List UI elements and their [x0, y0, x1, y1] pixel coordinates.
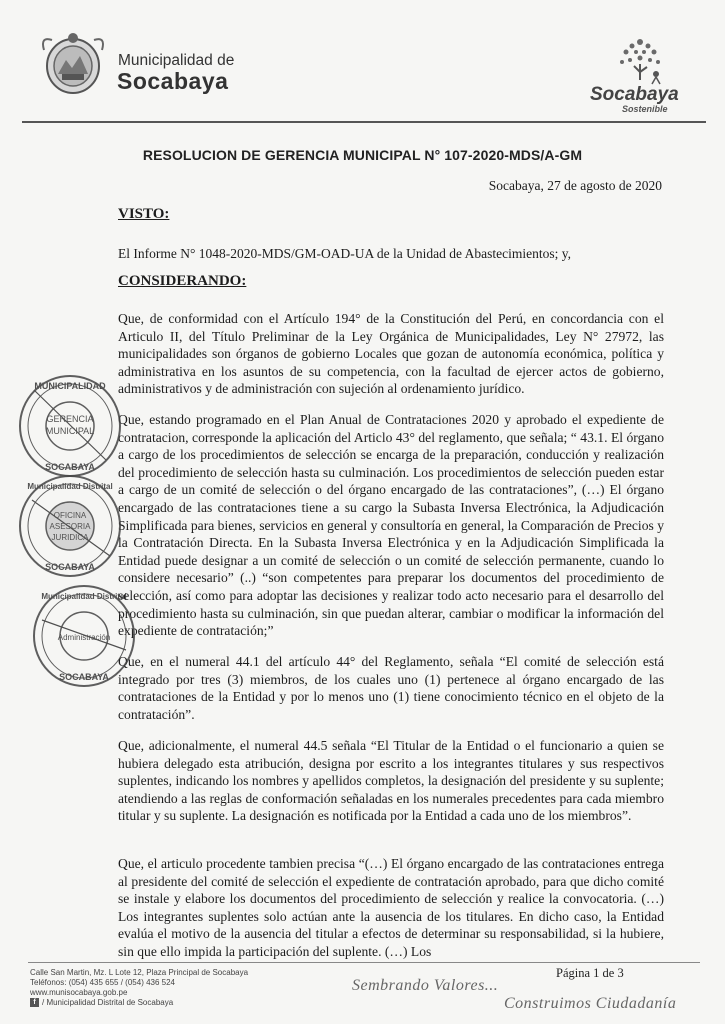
svg-text:Municipalidad Distrital: Municipalidad Distrital: [27, 482, 113, 491]
svg-text:Administración: Administración: [57, 633, 111, 642]
considerando-heading: CONSIDERANDO:: [118, 273, 247, 289]
administracion-stamp: [28, 580, 140, 692]
svg-text:GERENCIA: GERENCIA: [46, 414, 94, 424]
footer-slogan-1: Sembrando Valores...: [352, 977, 499, 994]
document-title: RESOLUCION DE GERENCIA MUNICIPAL N° 107-2020-MDS/A-GM: [142, 147, 583, 163]
page-number: Página 1 de 3: [556, 966, 624, 980]
footer-divider: [28, 962, 700, 963]
svg-text:MUNICIPALIDAD: MUNICIPALIDAD: [34, 381, 106, 391]
svg-text:SOCABAYA: SOCABAYA: [59, 672, 109, 682]
svg-text:SOCABAYA: SOCABAYA: [45, 562, 95, 572]
footer-address: Calle San Martin, Mz. L Lote 12, Plaza Principal de Socabaya: [30, 968, 249, 977]
gerencia-municipal-stamp: [14, 370, 126, 482]
brand-name: Socabaya: [590, 84, 679, 105]
footer-slogan-2: Construimos Ciudadanía: [504, 995, 677, 1012]
brand-tagline: Sostenible: [622, 104, 668, 114]
document-date: Socabaya, 27 de agosto de 2020: [488, 178, 662, 193]
paragraph: Que, de conformidad con el Artículo 194° de la Constitución del Perú, en concordancia con el Articulo II, del Título Preliminar de la Ley Orgánica de Municipalidades, Ley N° 27972, las municipalidades son órganos de gobierno Locales que gozan de autonomía económica, política y administrativa en los asuntos de su competencia, con la facultad de ejercer actos de gobierno, administrativos y de administración con sujeción al ordenamiento jurídico.: [118, 311, 664, 397]
paragraph: Que, estando programado en el Plan Anual de Contrataciones 2020 y aprobado el expediente de contratacion, corresponde la aplicación del Articlo 43° del reglamento, que señala; “ 43.1. El órgano a cargo de los procedimientos de selección se encarga de la preparación, conducción y realización del procedimiento de selección hasta su culminación. Los procedimientos de selección pueden estar a cargo de un comité de selección o del órgano encargado de las contrataciones”, (…) El órgano encargado de las contrataciones tiene a su cargo la Subasta Inversa Electrónica, la Adjudicación Simplificada para bienes, servicios en general y consultoría en general, la Comparación de Precios y la Contratación Directa. En la Subasta Inversa Electrónica y en la Adjudicación Simplificada la Entidad puede designar a un comité de selección o un comité de selección permanente, cuando lo considere necesario” (..) “son competentes para preparar los documentos del procedimiento de selección, así como para adoptar las decisiones y realizar todo acto necesario para el desarrollo del procedimiento hasta su culminación, sin que puedan alterar, cambiar o modificar la información del expediente de contratación;”: [118, 412, 664, 639]
footer-phones: Teléfonos: (054) 435 655 / (054) 436 524: [30, 978, 175, 987]
org-name-large: Socabaya: [117, 68, 229, 94]
footer-facebook[interactable]: [30, 998, 173, 1007]
municipal-crest-logo: [38, 30, 108, 100]
header-divider: [22, 121, 706, 123]
svg-text:MUNICIPAL: MUNICIPAL: [45, 426, 95, 436]
visto-text: El Informe N° 1048-2020-MDS/GM-OAD-UA de la Unidad de Abastecimientos; y,: [118, 246, 571, 261]
footer-website-link[interactable]: www.munisocabaya.gob.pe: [30, 988, 128, 997]
asesoria-juridica-stamp: [14, 470, 126, 582]
svg-text:ASESORIA: ASESORIA: [49, 522, 91, 531]
facebook-icon: f: [30, 998, 39, 1007]
paragraph: Que, adicionalmente, el numeral 44.5 señala “El Titular de la Entidad o el funcionario a quien se hubiera delegado esta atribución, designa por escrito a los integrantes titulares y sus respectivos suplentes, indicando los nombres y apellidos completos, la designación del presidente y su suplente; atendiendo a las reglas de conformación señaladas en los numerales precedentes para cada miembro titular y su suplente. La designación es notificada por la Entidad a cada uno de los miembros”.: [118, 738, 664, 824]
visto-heading: VISTO:: [118, 206, 170, 222]
svg-text:JURIDICA: JURIDICA: [51, 533, 89, 542]
svg-text:Municipalidad Distrital: Municipalidad Distrital: [41, 592, 127, 601]
org-name-small: Municipalidad de: [118, 52, 235, 69]
footer-facebook-label: / Municipalidad Distrital de Socabaya: [42, 998, 174, 1007]
svg-text:OFICINA: OFICINA: [53, 511, 87, 520]
svg-text:SOCABAYA: SOCABAYA: [45, 462, 95, 472]
paragraph: Que, en el numeral 44.1 del artículo 44° del Reglamento, señala “El comité de selección está integrado por tres (3) miembros, de los cuales uno (1) pertenece al órgano encargado de las contrataciones de la Entidad y por lo menos uno (1) tiene conocimiento técnico en el objeto de la contratación”.: [118, 654, 664, 722]
paragraph: Que, el articulo procedente tambien precisa “(…) El órgano encargado de las contrataciones entrega al presidente del comité de selección el expediente de contratación aprobado, para que dicho comité se instale y elabore los documentos del procedimiento de selección y realice la convocatoria. (…) Los integrantes suplentes solo actúan ante la ausencia de los titulares. En dicho caso, la Entidad evalúa el motivo de la ausencia del titular a efectos de determinar su responsabilidad, si la hubiere, sin que ello impida la participación del suplente. (…) Los: [118, 856, 664, 959]
